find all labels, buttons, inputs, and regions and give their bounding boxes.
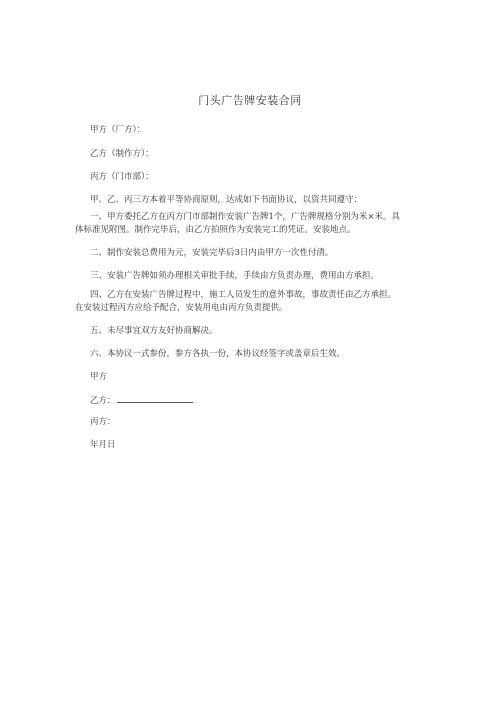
clause-5: 五、未尽事宜双方友好协商解决。	[90, 326, 218, 336]
clause-2: 二、制作安装总费用为元，安装完毕后3日内由甲方一次性付清。	[90, 248, 334, 258]
clause-1-line-2: 体标准见附图。制作完毕后，由乙方拍照作为安装完工的凭证。安装地点。	[75, 225, 356, 235]
clause-4-line-1: 四、乙方在安装广告牌过程中，施工人员发生的意外事故，事故责任由乙方承担。	[90, 290, 397, 300]
party-b-label: 乙方（制作方）：	[90, 149, 154, 159]
signature-blank-line	[117, 394, 193, 403]
signature-party-b	[75, 394, 450, 408]
document-title: 门头广告牌安装合同	[198, 94, 302, 107]
signature-date: 年月日	[90, 440, 116, 450]
signature-party-a: 甲方	[90, 372, 108, 382]
party-c-label: 丙方（门市部）：	[90, 172, 154, 182]
clause-4	[75, 289, 435, 315]
signature-party-b-label: 乙方：	[90, 396, 116, 406]
clause-6: 六、本协议一式参份，参方各执一份，本协议经签字或盖章后生效。	[90, 349, 346, 359]
clause-1-line-1: 一、甲方委托乙方在丙方门市部制作安装广告牌1个，广告牌规格分别为米×米。具	[90, 212, 401, 222]
clause-4-line-2: 在安装过程丙方应给予配合，安装用电由丙方负责提供。	[75, 303, 288, 313]
intro-paragraph: 甲、乙、丙三方本着平等协商原则，达成如下书面协议，以资共同遵守：	[90, 195, 363, 205]
clause-1	[75, 211, 435, 237]
signature-party-c: 丙方：	[90, 417, 116, 427]
party-a-label: 甲方（厂方）：	[90, 125, 146, 135]
clause-3: 三、安装广告牌如须办理相关审批手续，手续由方负责办理，费用由方承担。	[90, 271, 380, 281]
